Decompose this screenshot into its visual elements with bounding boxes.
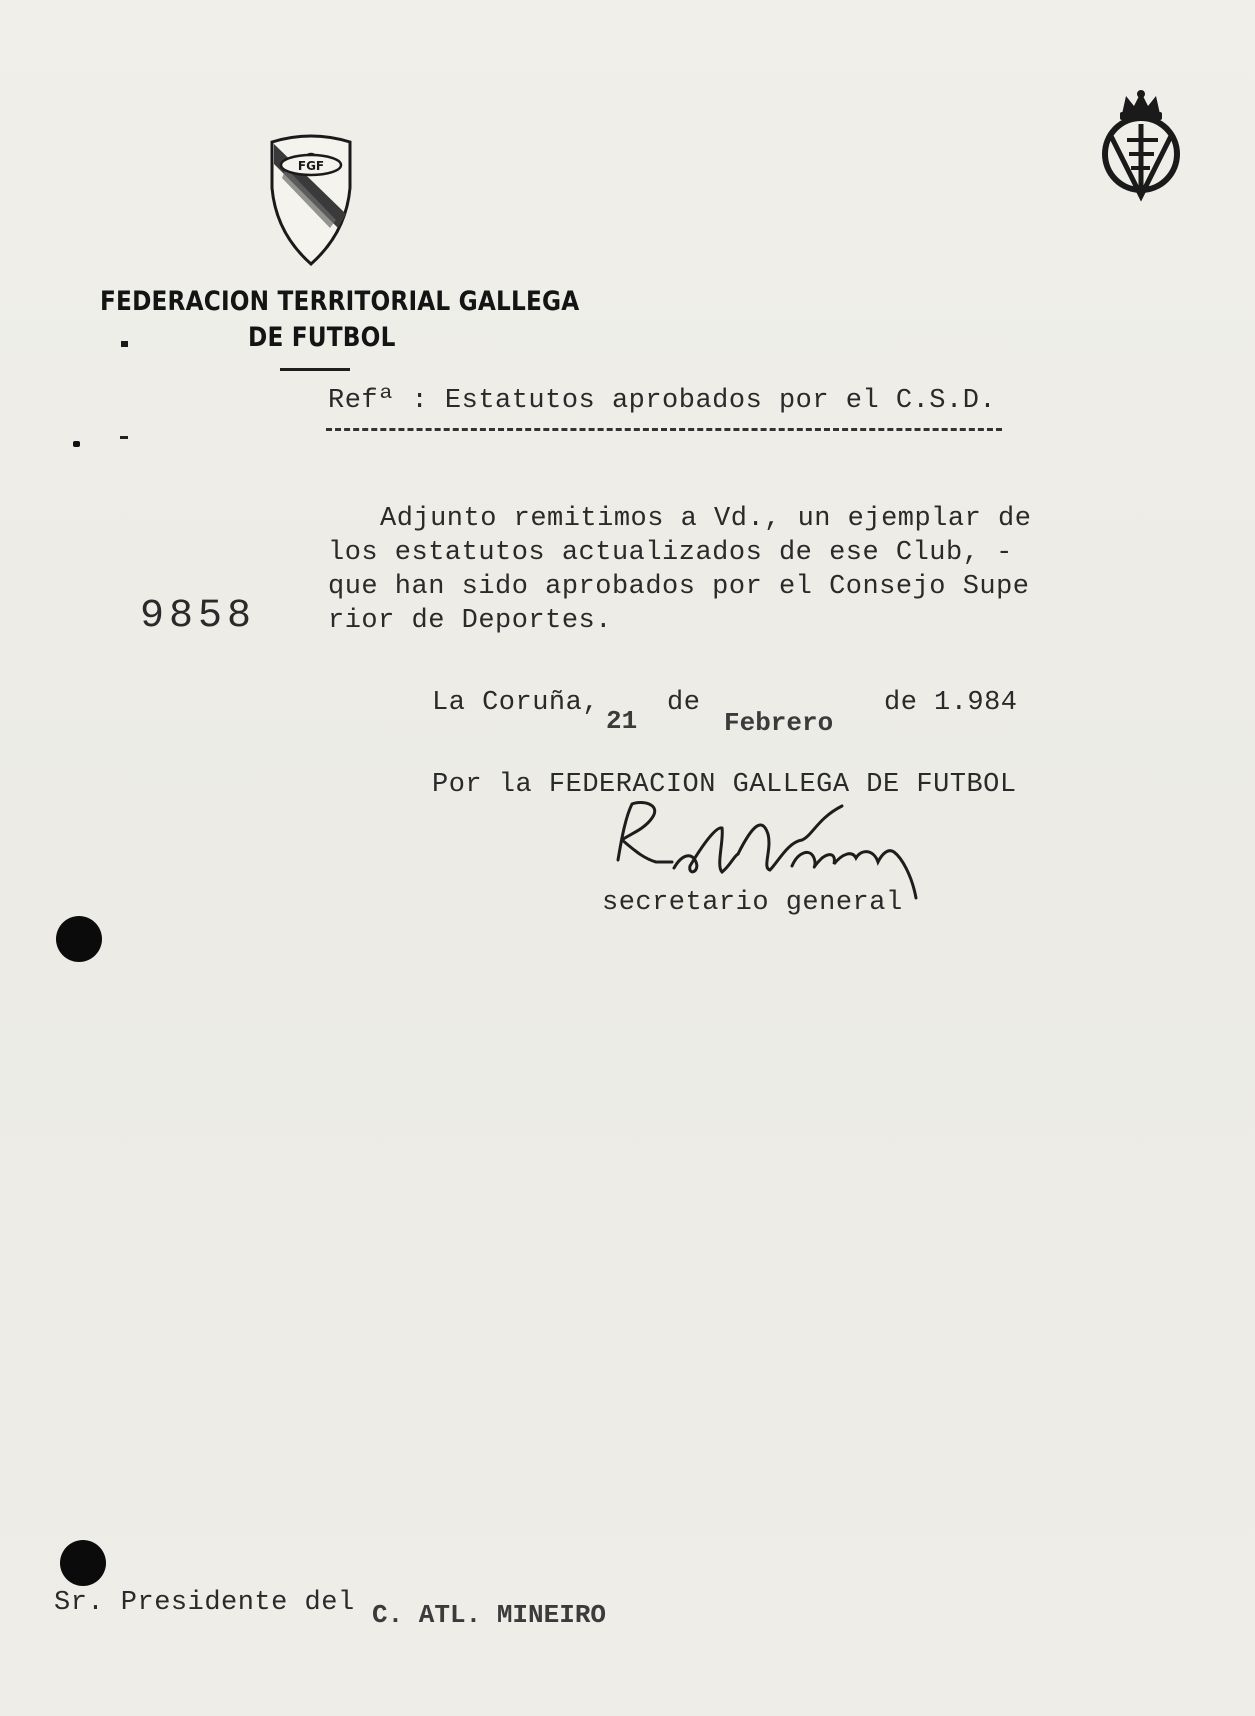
punch-hole-bottom — [60, 1540, 106, 1586]
body-line-3: que han sido aprobados por el Consejo Supe — [328, 572, 1030, 602]
punch-hole-top — [56, 916, 102, 962]
crowned-emblem-icon — [1098, 88, 1184, 202]
reference-line — [328, 386, 996, 416]
recipient-club: C. ATL. MINEIRO — [372, 1600, 607, 1630]
signoff-line: Por la FEDERACION GALLEGA DE FUTBOL — [432, 770, 1017, 800]
header-underline — [280, 368, 350, 371]
date-year: 1.984 — [934, 688, 1018, 718]
date-place: La Coruña, — [432, 688, 600, 718]
date-de-2: de — [884, 688, 918, 718]
signer-title: secretario general — [602, 888, 903, 918]
header-dash-mark — [121, 341, 128, 347]
ink-speck — [73, 441, 80, 447]
file-number: 9858 — [140, 594, 257, 639]
date-day: 21 — [606, 706, 638, 736]
org-name-line1: FEDERACION TERRITORIAL GALLEGA — [100, 286, 580, 317]
crest-lettering: FGF — [297, 159, 325, 173]
recipient-label: Sr. Presidente del — [54, 1588, 355, 1618]
reference-underline — [326, 428, 1002, 431]
body-line-2: los estatutos actualizados de ese Club, - — [328, 538, 1013, 568]
reference-prefix: Refª : — [328, 386, 429, 416]
ink-speck — [120, 436, 128, 439]
body-line-4: rior de Deportes. — [328, 606, 612, 636]
federation-crest-logo — [266, 128, 356, 268]
body-line-1: Adjunto remitimos a Vd., un ejemplar de — [380, 504, 1032, 534]
reference-subject: Estatutos aprobados por el C.S.D. — [444, 386, 997, 416]
org-name-line2: DE FUTBOL — [248, 322, 396, 353]
date-month: Febrero — [724, 708, 834, 738]
date-de-1: de — [667, 688, 701, 718]
